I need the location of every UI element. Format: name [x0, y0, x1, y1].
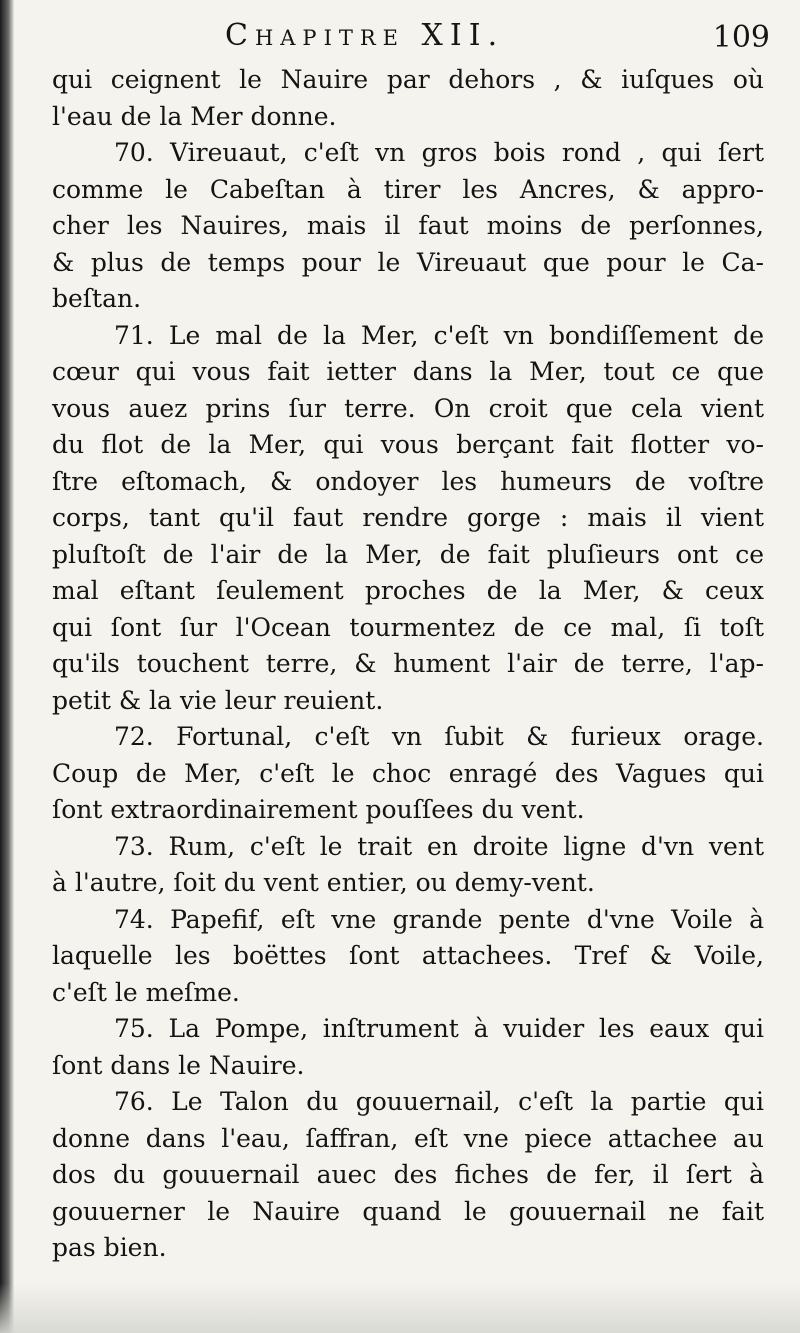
text-line: ſont dans le Nauire. — [52, 1050, 305, 1080]
text-line: dos du gouuernail auec des fiches de fer, il ſert à — [52, 1160, 764, 1189]
page-header — [50, 18, 770, 62]
text-line: 72. Fortunal, c'eſt vn ſubit & furieux orage. — [114, 722, 764, 751]
text-line: mal eſtant ſeulement proches de la Mer, & ceux — [52, 576, 764, 605]
text-line: 70. Vireuaut, c'eſt vn gros bois rond , qui ſert — [114, 138, 764, 167]
text-line: 76. Le Talon du gouuernail, c'eſt la partie qui — [114, 1087, 764, 1116]
text-line: qui ceignent le Nauire par dehors , & iuſques où — [52, 65, 764, 94]
page-bottom-shade — [0, 1283, 800, 1333]
text-line: 75. La Pompe, inſtrument à vuider les eaux qui — [114, 1014, 764, 1043]
text-line: du flot de la Mer, qui vous berçant fait flotter vo- — [52, 430, 764, 459]
text-line: gouuerner le Nauire quand le gouuernail ne fait — [52, 1196, 764, 1226]
page-number: 109 — [712, 20, 770, 55]
text-line: 71. Le mal de la Mer, c'eſt vn bondiſſement de — [114, 320, 764, 350]
text-line: corps, tant qu'il faut rendre gorge : mais il vient — [52, 503, 764, 532]
text-line: comme le Cabeſtan à tirer les Ancres, & appro- — [52, 174, 764, 204]
body-text — [52, 62, 764, 1267]
text-line: pluſtoſt de l'air de la Mer, de fait pluſieurs ont ce — [52, 539, 764, 569]
text-line: ſont extraordinairement pouſſees du vent. — [52, 795, 585, 824]
text-line: c'eſt le meſme. — [52, 977, 240, 1007]
text-line: qui ſont ſur l'Ocean tourmentez de ce mal, ſi toſt — [52, 612, 764, 642]
text-line: ſtre eſtomach, & ondoyer les humeurs de voſtre — [52, 466, 764, 496]
text-line: 73. Rum, c'eſt le trait en droite ligne d'vn vent — [114, 831, 764, 861]
text-line: Coup de Mer, c'eſt le choc enragé des Vagues qui — [52, 758, 764, 788]
text-line: vous auez prins ſur terre. On croit que cela vient — [52, 393, 764, 423]
text-line: 74. Papefif, eſt vne grande pente d'vne Voile à — [114, 904, 764, 934]
text-line: à l'autre, ſoit du vent entier, ou demy-vent. — [52, 868, 595, 897]
text-line: beſtan. — [52, 284, 142, 313]
text-line: cher les Nauires, mais il faut moins de perſonnes, — [52, 211, 764, 240]
page-gutter-shadow — [0, 0, 14, 1333]
text-line: petit & la vie leur reuient. — [52, 685, 384, 715]
text-line: pas bien. — [52, 1233, 167, 1262]
running-head: Chapitre XII. — [225, 18, 505, 53]
text-line: & plus de temps pour le Vireuaut que pour le Ca- — [52, 247, 764, 277]
text-line: donne dans l'eau, ſaffran, eſt vne piece attachee au — [52, 1123, 764, 1153]
text-line: l'eau de la Mer donne. — [52, 101, 337, 131]
text-line: qu'ils touchent terre, & hument l'air de terre, l'ap- — [52, 649, 764, 678]
text-line: cœur qui vous fait ietter dans la Mer, tout ce que — [52, 357, 764, 386]
text-line: laquelle les boëttes ſont attachees. Tref & Voile, — [52, 941, 764, 970]
